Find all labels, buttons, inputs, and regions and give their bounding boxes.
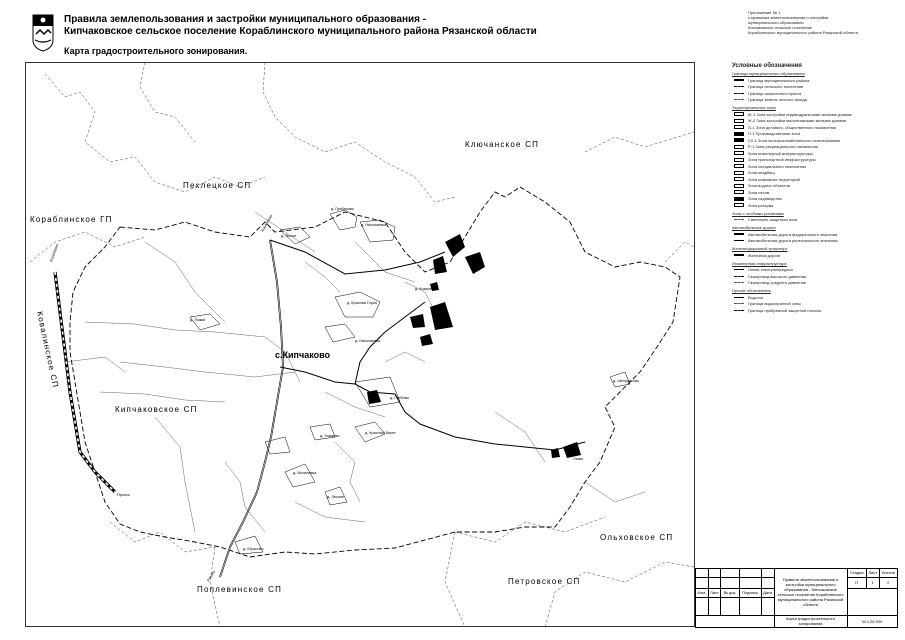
legend-symbol-icon bbox=[734, 233, 744, 235]
legend-section-heading: Автомобильные дороги bbox=[732, 225, 776, 230]
village-label: д. Красная Горка bbox=[347, 301, 377, 305]
legend-item-label: Линия электропередачи bbox=[748, 267, 793, 273]
legend-symbol-icon bbox=[734, 177, 744, 181]
village-label: д. Шелудяково bbox=[613, 379, 639, 383]
road-label: Кораблино bbox=[260, 213, 274, 233]
legend-symbol-icon bbox=[734, 190, 744, 194]
legend-symbol-icon bbox=[734, 93, 744, 94]
legend-item bbox=[734, 217, 895, 224]
legend-symbol-icon bbox=[734, 138, 744, 142]
label-kovalinskoe: Ковалинское СП bbox=[35, 310, 61, 390]
legend-item-label: Газопровод высокого давления bbox=[748, 273, 807, 279]
stamp-col: Подпись bbox=[739, 589, 761, 598]
legend-item-label: Санитарно-защитная зона bbox=[748, 217, 798, 223]
stamp-scale: М 1:25 000 bbox=[847, 615, 897, 627]
legend-symbol-icon bbox=[734, 269, 744, 270]
legend-symbol-icon bbox=[734, 282, 744, 283]
appendix-line: Кораблинского муниципального района Рязанской области bbox=[748, 30, 859, 35]
stamp-sheet: 1 bbox=[866, 577, 879, 588]
village-label: д. Николаевка bbox=[361, 223, 387, 227]
coat-of-arms-icon bbox=[32, 14, 54, 52]
stamp-col: Лист bbox=[708, 589, 721, 598]
label-korablinskoe: Кораблинское ГП bbox=[30, 215, 113, 224]
legend-item-label: Зона водных объектов bbox=[748, 183, 790, 189]
legend-section-heading: Границы муниципального образования bbox=[732, 71, 805, 76]
road-label: Пронск bbox=[117, 493, 130, 497]
legend-item bbox=[734, 238, 895, 245]
legend-symbol-icon bbox=[734, 112, 744, 116]
legend-symbol-icon bbox=[734, 219, 744, 220]
legend-item-label: П-1 Производственная зона bbox=[748, 131, 800, 137]
legend-item-label: Автомобильная дорога федерального значения bbox=[748, 231, 838, 237]
legend-symbol-icon bbox=[734, 151, 744, 155]
legend-section-heading: Железнодорожный транспорт bbox=[732, 246, 788, 251]
legend-symbol-icon bbox=[734, 158, 744, 162]
legend-symbol-icon bbox=[734, 125, 744, 129]
village-label: д. Ушаково bbox=[320, 434, 340, 438]
stamp-description: Правила землепользования и застройки муниципального образования - Кипчаковское сельское поселение Кораблинского муниципального района Рязанской области bbox=[774, 569, 847, 616]
road-label: Узово bbox=[573, 457, 584, 461]
legend-item bbox=[734, 280, 895, 287]
village-label: д. Ложки bbox=[190, 318, 206, 322]
legend-item bbox=[734, 97, 895, 104]
legend-item-label: Ж-1 Зона застройки индивидуальными жилыми домами bbox=[748, 111, 853, 117]
map-canvas[interactable] bbox=[25, 62, 695, 627]
legend-symbol-icon bbox=[734, 254, 744, 256]
legend-item-label: Зона резерва bbox=[748, 202, 774, 208]
road-label: Рязань bbox=[206, 569, 217, 583]
legend-section-heading: Инженерная инфраструктура bbox=[732, 260, 787, 266]
legend-symbol-icon bbox=[734, 297, 744, 298]
legend-section-heading: Зоны с особыми условиями bbox=[732, 210, 784, 216]
stamp-sheets: 2 bbox=[879, 577, 897, 588]
legend-item-label: Железная дорога bbox=[748, 252, 781, 258]
stamp-sheet-label: Лист bbox=[866, 569, 879, 578]
road-label: Кораблино bbox=[49, 243, 60, 263]
label-kipchakovskoe: Кипчаковское СП bbox=[115, 405, 198, 414]
village-label: д. Грибаново bbox=[331, 207, 354, 211]
legend-item-label: Граница земель лесного фонда bbox=[748, 97, 807, 103]
title-block bbox=[695, 568, 898, 628]
legend-symbol-icon bbox=[734, 310, 744, 311]
legend-symbol-icon bbox=[734, 119, 744, 123]
appendix-line: Приложение № 1 bbox=[748, 10, 781, 15]
legend-item bbox=[734, 202, 895, 209]
legend-title: Условные обозначения bbox=[732, 63, 802, 69]
village-label: д. Могилевка bbox=[293, 471, 317, 475]
legend-symbol-icon bbox=[734, 197, 744, 201]
legend-item-label: Автомобильная дорога регионального значения bbox=[748, 238, 838, 244]
legend-item-label: Зона кладбищ bbox=[748, 170, 775, 176]
legend-symbol-icon bbox=[734, 132, 744, 136]
stamp-col: Изм. bbox=[697, 590, 707, 596]
village-label: д. Глебово bbox=[390, 396, 409, 400]
legend-symbol-icon bbox=[734, 145, 744, 149]
legend-symbol-icon bbox=[734, 303, 744, 304]
stamp-col: № док. bbox=[721, 589, 739, 598]
title-line-1: Правила землепользования и застройки муниципального образования - bbox=[64, 14, 427, 25]
village-label: д. Красный Берег bbox=[365, 431, 396, 435]
stamp-stage: П bbox=[847, 577, 866, 588]
appendix-line: муниципального образования bbox=[748, 20, 804, 25]
legend-item-label: Граница муниципального района bbox=[748, 77, 810, 83]
legend-symbol-icon bbox=[734, 171, 744, 175]
legend-item-label: О-1 Зона делового, общественного назначения bbox=[748, 124, 837, 130]
legend-item-label: Зона инженерной инфраструктуры bbox=[748, 150, 813, 156]
appendix-line: к правилам землепользования и застройки bbox=[748, 15, 829, 20]
stamp-sheet-title: Карта градостроительного зонирования bbox=[774, 615, 847, 627]
legend-body bbox=[730, 71, 895, 314]
village-label: д. Лесное bbox=[327, 495, 345, 499]
stamp-col: Дата bbox=[761, 589, 774, 598]
legend-symbol-icon bbox=[734, 79, 744, 81]
label-kipchakovo: с.Кипчаково bbox=[275, 350, 330, 360]
title-line-2: Кипчаковское сельское поселение Кораблинского муниципального района Рязанской области bbox=[64, 26, 537, 37]
appendix-note bbox=[748, 10, 898, 35]
map-frame bbox=[26, 63, 695, 627]
legend-item-label: Р-1 Зона рекреационного назначения bbox=[748, 144, 818, 150]
legend-item-label: Газопровод среднего давления bbox=[748, 280, 807, 286]
legend-item-label: Водоток bbox=[748, 294, 764, 300]
appendix-line: Кипчаковское сельское поселение bbox=[748, 25, 813, 30]
legend-symbol-icon bbox=[734, 86, 744, 87]
legend-item-label: Зона транспортной инфраструктуры bbox=[748, 157, 816, 163]
legend-symbol-icon bbox=[734, 164, 744, 168]
legend-item-label: Ж-2 Зона застройки малоэтажными жилыми домами bbox=[748, 118, 847, 124]
village-label: д. Ковалево bbox=[415, 287, 437, 291]
legend-symbol-icon bbox=[734, 276, 744, 277]
legend-item bbox=[734, 252, 895, 259]
legend-section-heading: Территориальные зоны bbox=[732, 105, 776, 110]
legend-symbol-icon bbox=[734, 99, 744, 100]
legend-symbol-icon bbox=[734, 203, 744, 207]
legend-item-label: Зона специального назначения bbox=[748, 163, 807, 169]
legend-item-label: Граница водоохранной зоны bbox=[748, 301, 801, 307]
village-label: д. Юрасово bbox=[243, 547, 264, 551]
legend-section-heading: Прочие обозначения bbox=[732, 288, 771, 293]
stamp-stage-label: Стадия bbox=[847, 569, 866, 578]
legend bbox=[730, 64, 895, 314]
village-label: д. Николаевка bbox=[355, 339, 381, 343]
label-petrovskoe: Петровское СП bbox=[508, 577, 581, 586]
label-poplevinskoe: Поплевинское СП bbox=[197, 585, 283, 594]
label-klyuchanskoe: Ключанское СП bbox=[465, 140, 540, 149]
label-olkhovskoe: Ольховское СП bbox=[600, 533, 674, 542]
map-title bbox=[64, 14, 537, 38]
village-label: д. Ясное bbox=[281, 234, 297, 238]
legend-symbol-icon bbox=[734, 240, 744, 241]
legend-item-label: Зона садоводства bbox=[748, 196, 782, 202]
legend-item bbox=[734, 307, 895, 314]
label-pekhletskoe: Пехлецкое СП bbox=[183, 181, 252, 190]
stamp-sheets-label: Листов bbox=[879, 569, 897, 578]
legend-item-label: Граница сельского поселения bbox=[748, 84, 804, 90]
legend-symbol-icon bbox=[734, 184, 744, 188]
legend-item-label: СХ-1 Зона сельскохозяйственного использования bbox=[748, 137, 841, 143]
legend-item-label: Зона режимных территорий bbox=[748, 176, 800, 182]
legend-item-label: Граница населенного пункта bbox=[748, 90, 802, 96]
map-subtitle: Карта градостроительного зонирования. bbox=[64, 46, 248, 56]
legend-item-label: Граница прибрежной защитной полосы bbox=[748, 307, 822, 313]
legend-item-label: Зона лесов bbox=[748, 189, 770, 195]
